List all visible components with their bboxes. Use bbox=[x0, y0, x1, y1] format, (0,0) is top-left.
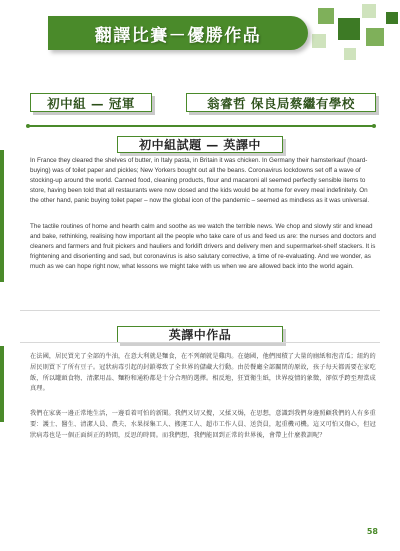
decorative-square bbox=[366, 28, 384, 46]
decorative-square bbox=[386, 12, 398, 24]
page-title: 翻譯比賽－優勝作品 bbox=[94, 25, 262, 46]
source-paragraph-2: The tactile routines of home and hearth calm and soothe as we watch the terrible news. We chop and slowly stir and knead and bake, rethinking, realising how important all the people who take care of us and feed us are: the nurses and doctors and cleaners and farmers and fruit pickers and hauliers and forklift drivers and delivery men and supermarket-shelf stackers. It is frightening and disorienting and sad, but coronavirus is also salutary corrective, a time of re-evaluating. And we wonder, as much as we can hope right now, what lessons we might take with us when we are allowed back into the world again. bbox=[30, 223, 376, 270]
page-number: 58 bbox=[366, 527, 378, 536]
decorative-square bbox=[318, 8, 334, 24]
divider-line bbox=[28, 125, 374, 127]
translation-paragraph-1: 在法國，居民買光了全部的牛油，在意大利就是麵食，在不列顛就是雞肉。在德國，他們囤積了大量的廁紙和泡青瓜；紐約的居民則買下了所有豆子。冠狀病毒引起的封鎖導致了全世界的儲藏大行動。由於餐廳全部關閉的原故，孩子每天都需要在家吃飯，所以罐頭食物、清潔用品、麵粉和通粉都是十分合理的選擇。相反地，狂買衛生紙，世界疫情的象徵，卻似乎跨至理當成真理。 bbox=[30, 353, 376, 393]
section-title-question bbox=[117, 136, 283, 153]
category-label bbox=[30, 93, 152, 112]
section-marker-bar bbox=[0, 150, 4, 282]
winner-label-text: 翁睿哲 保良局蔡繼有學校 bbox=[207, 95, 355, 111]
section-title-answer-text: 英譯中作品 bbox=[168, 328, 232, 342]
divider-dot bbox=[26, 124, 30, 128]
source-paragraph-1: In France they cleared the shelves of butter, in Italy pasta, in Britain it was chicken. In Germany their hamsterkauf (hoard-buying) was of toilet paper and pickles; New Yorkers bought out all the beans. Coronavirus lockdowns set off a wave of stocking-up around the world. Canned food, cleaning products, flour and macaroni all seemed perfectly sensible items to store, having been told that all restaurants were now closed and the kids would be at home for every meal indefinitely. On the other hand, panic buying toilet paper – now the global icon of the pandemic – seemed as mindless as it was universal. bbox=[30, 157, 370, 204]
divider-dot bbox=[372, 124, 376, 128]
page-title-banner bbox=[48, 16, 308, 50]
section-title-answer bbox=[117, 326, 283, 343]
section-marker-bar bbox=[0, 346, 4, 422]
decorative-square bbox=[338, 18, 360, 40]
translation-paragraph-2: 我們在家裏一邊正常地生活，一邊看着可怕的新聞。我們又切又攪，又揉又焗，在思想，意識到我們身邊照顧我們的人有多重要：護士、醫生、清潔人員、農夫、水果採集工人、搬運工人、超市工作人員、送貨員，起重機司機。這又可怕又傷心，但冠狀病毒也是一個正面糾正的時間，反思的時間。而我們想，我們能回到正常的世界後，會帶上什麼教訓呢？ bbox=[30, 410, 376, 439]
decorative-square bbox=[362, 4, 376, 18]
decorative-square bbox=[344, 48, 356, 60]
section-title-question-text: 初中組試題 — 英譯中 bbox=[139, 138, 261, 152]
divider-line bbox=[20, 342, 380, 343]
winner-label bbox=[186, 93, 376, 112]
decorative-square bbox=[312, 34, 326, 48]
category-label-text: 初中組 — 冠軍 bbox=[47, 95, 135, 111]
divider-line bbox=[20, 310, 380, 311]
